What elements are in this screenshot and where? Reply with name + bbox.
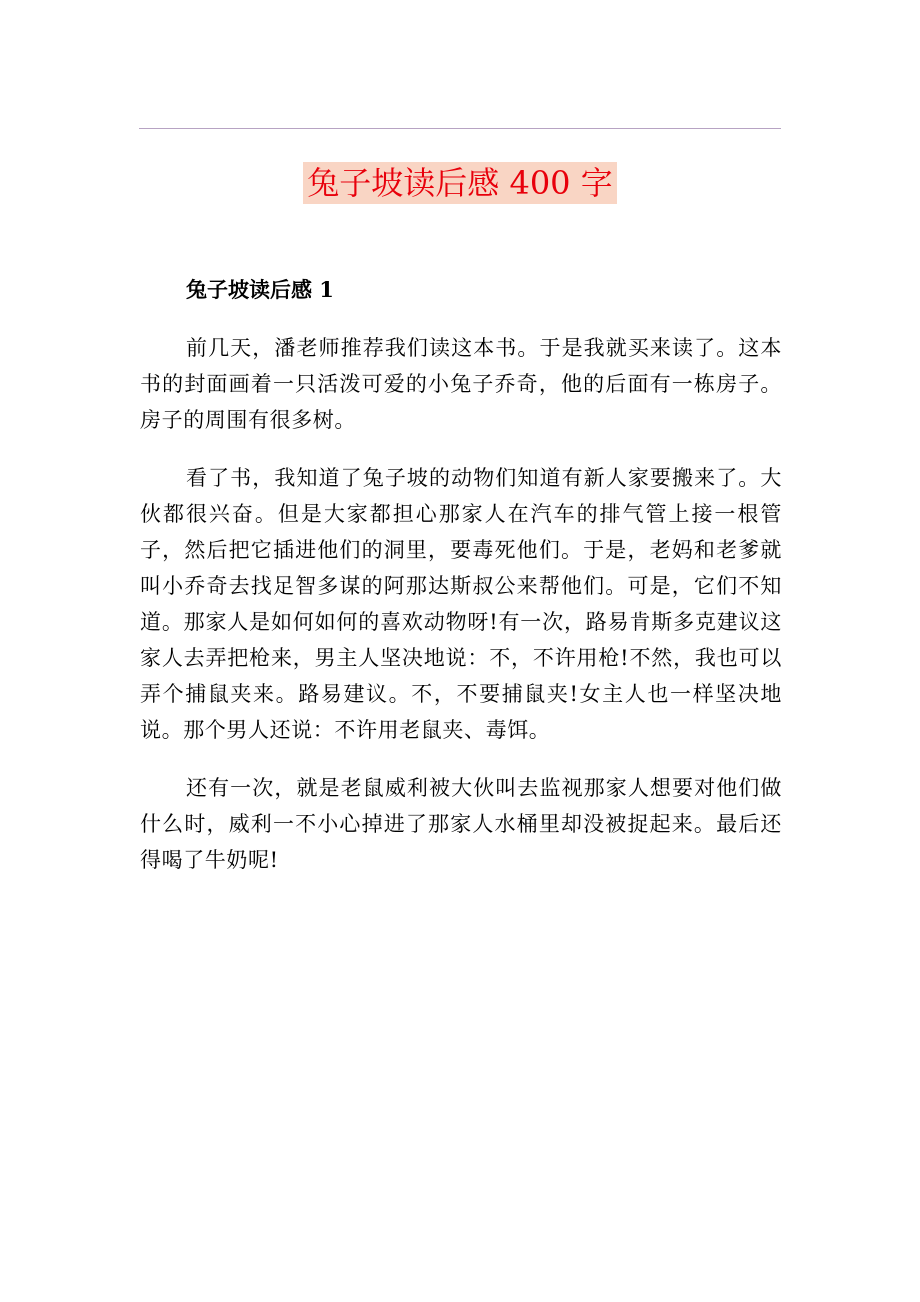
paragraph-3: 还有一次，就是老鼠威利被大伙叫去监视那家人想要对他们做什么时，威利一不小心掉进了那家人水桶里却没被捉起来。最后还得喝了牛奶呢! [140,776,782,872]
header-divider [139,128,781,129]
document-body [140,272,782,900]
paragraph-1: 前几天，潘老师推荐我们读这本书。于是我就买来读了。这本书的封面画着一只活泼可爱的小兔子乔奇，他的后面有一栋房子。房子的周围有很多树。 [140,336,782,432]
section-heading: 兔子坡读后感 1 [186,277,334,302]
title-container [0,162,920,204]
paragraph-2: 看了书，我知道了兔子坡的动物们知道有新人家要搬来了。大伙都很兴奋。但是大家都担心那家人在汽车的排气管上接一根管子，然后把它插进他们的洞里，要毒死他们。于是，老妈和老爹就叫小乔奇去找足智多谋的阿那达斯叔公来帮他们。可是，它们不知道。那家人是如何如何的喜欢动物呀!有一次，路易肯斯多克建议这家人去弄把枪来，男主人坚决地说：不，不许用枪!不然，我也可以弄个捕鼠夹来。路易建议。不，不要捕鼠夹!女主人也一样坚决地说。那个男人还说：不许用老鼠夹、毒饵。 [140,466,782,742]
document-title: 兔子坡读后感 400 字 [303,162,616,204]
